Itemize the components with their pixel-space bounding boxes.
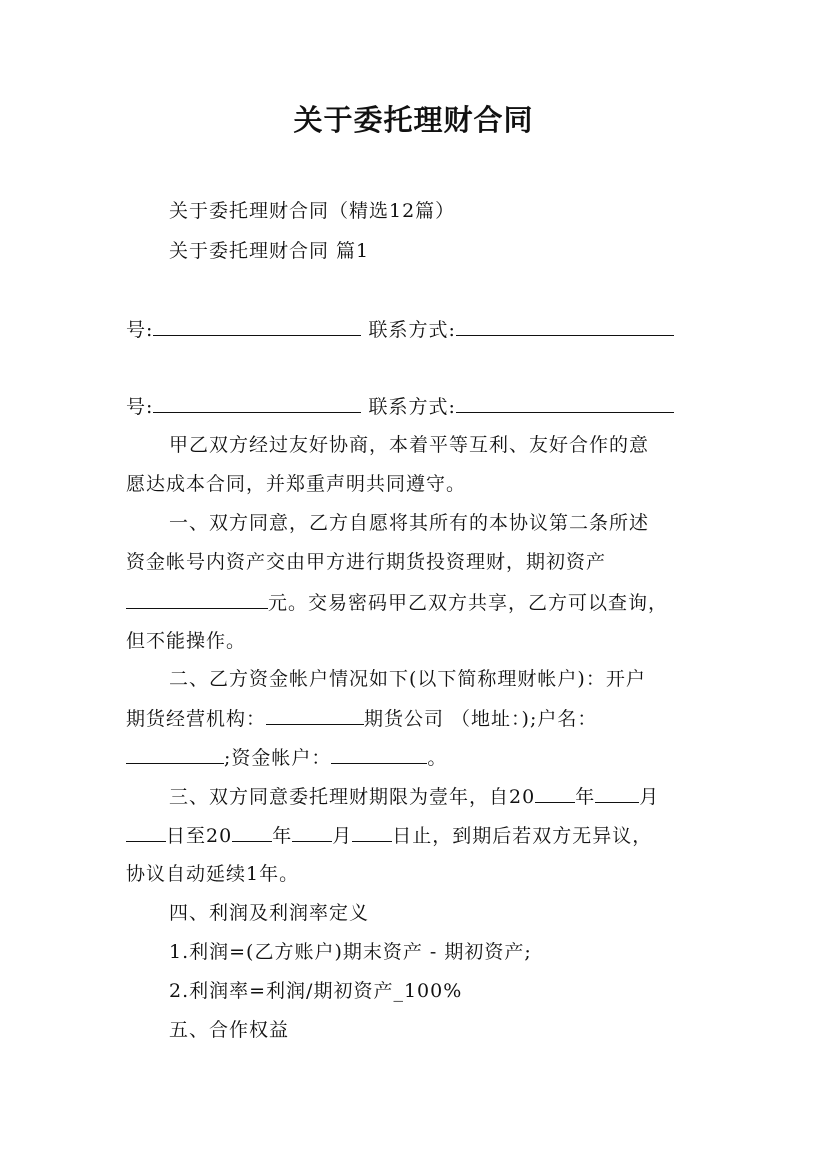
document-title: 关于委托理财合同 <box>293 103 534 137</box>
clause-4-heading: 四、利润及利润率定义 <box>169 902 370 924</box>
clause-3-line-2 <box>126 822 701 849</box>
end-day-blank <box>352 822 392 842</box>
party-a-id-blank <box>153 316 361 336</box>
clause-2-line-1: 二、乙方资金帐户情况如下(以下简称理财帐户)：开户 <box>169 668 646 690</box>
account-label: ;资金帐户： <box>224 747 332 769</box>
clause-2-line-2 <box>126 705 701 732</box>
account-number-blank <box>331 744 427 764</box>
id-number-label: 号: <box>126 396 154 418</box>
year-char: 年 <box>272 825 293 847</box>
expiry-text: 日止，到期后若双方无异议， <box>392 825 653 847</box>
contact-label: 联系方式: <box>368 396 456 418</box>
clause-2-line-2-text: 期货公司 （地址：);户名： <box>364 708 598 730</box>
paragraph-intro-2: 愿达成本合同，并郑重声明共同遵守。 <box>126 473 467 495</box>
period-mark: 。 <box>427 747 448 769</box>
account-name-blank <box>126 744 224 764</box>
year-char: 年 <box>575 786 596 808</box>
subtitle-line: 关于委托理财合同（精选12篇） <box>169 200 456 222</box>
clause-3-line-1 <box>169 783 701 810</box>
clause-1-line-2: 资金帐号内资产交由甲方进行期货投资理财，期初资产 <box>126 551 607 573</box>
term-text: 三、双方同意委托理财期限为壹年，自20 <box>169 786 536 808</box>
paragraph-intro-1: 甲乙双方经过友好协商，本着平等互利、友好合作的意 <box>169 434 650 456</box>
clause-1-line-4: 但不能操作。 <box>126 630 247 652</box>
clause-3-line-3: 协议自动延续1年。 <box>126 863 300 885</box>
start-day-blank <box>126 822 166 842</box>
profit-rate-definition: 2.利润率=利润/期初资产_100% <box>169 980 463 1002</box>
month-char: 月 <box>639 786 660 808</box>
party-b-id-line <box>126 393 701 420</box>
month-char: 月 <box>332 825 353 847</box>
party-a-id-line <box>126 316 701 343</box>
profit-definition: 1.利润=(乙方账户)期末资产 - 期初资产; <box>169 941 532 963</box>
party-a-contact-blank <box>456 316 674 336</box>
institution-label: 期货经营机构： <box>126 708 267 730</box>
id-number-label: 号: <box>126 319 154 341</box>
start-month-blank <box>595 783 639 803</box>
end-month-blank <box>292 822 332 842</box>
clause-1-line-3-text: 元。交易密码甲乙双方共享，乙方可以查询， <box>268 592 669 614</box>
clause-5-heading: 五、合作权益 <box>169 1019 290 1041</box>
clause-1-line-1: 一、双方同意，乙方自愿将其所有的本协议第二条所述 <box>169 512 650 534</box>
party-b-contact-blank <box>456 393 674 413</box>
contact-label: 联系方式: <box>368 319 456 341</box>
clause-2-line-3 <box>126 744 701 771</box>
section-heading: 关于委托理财合同 篇1 <box>169 240 370 262</box>
initial-assets-blank <box>126 589 268 609</box>
end-year-blank <box>232 822 272 842</box>
clause-1-line-3 <box>126 589 701 616</box>
institution-blank <box>266 705 364 725</box>
party-b-id-blank <box>153 393 361 413</box>
start-year-blank <box>535 783 575 803</box>
end-date-text: 日至20 <box>166 825 233 847</box>
